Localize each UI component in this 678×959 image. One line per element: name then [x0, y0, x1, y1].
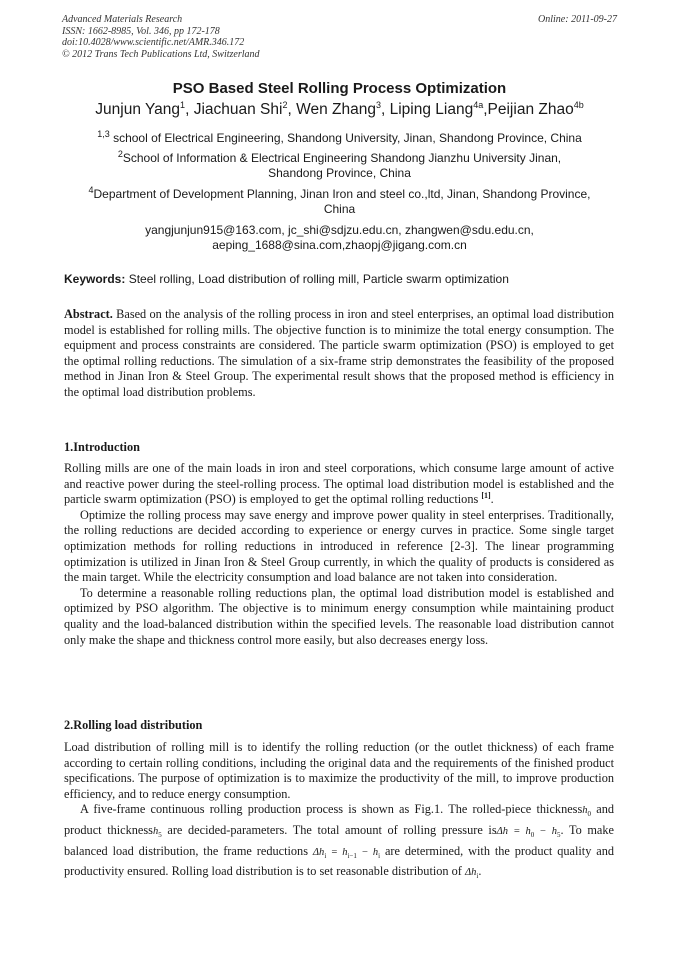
rolling-load-body — [64, 740, 614, 885]
citation[interactable]: [1] — [481, 491, 491, 501]
author-list: Junjun Yang$^1$, Jiachuan Shi$^2$, Wen Zhang$^3$, Liping Liang$^{4a}$,Peijian Zhao$^{4b}$ — [95, 99, 584, 118]
paragraph: Optimize the rolling process may save energy and improve power quality in steel enterprises. Traditionally, the rolling reductions are decided according to experience or energy curves in practice. Some single target optimization methods for rolling reductions in introduced in reference [2-3]. The linear programming optimization is utilized in Jinan Iron & Steel Group currently, in which the quality of products is considered as the main target. While the electricity consumption and load balance are not taken into consideration. — [64, 507, 614, 585]
abstract — [64, 307, 614, 401]
keywords-text: Steel rolling, Load distribution of rolling mill, Particle swarm optimization — [128, 272, 509, 286]
paragraph: Load distribution of rolling mill is to identify the rolling reduction (or the outlet thickness) of each frame according to certain rolling conditions, including the original data and the requirements of the finished product specifications. The purpose of optimization is to maximize the productivity of the mill, to improve production efficiency, and to reduce energy consumption. — [64, 740, 614, 801]
section-heading-introduction: 1.Introduction — [64, 440, 140, 454]
affiliation-1: $^{1,3}$ school of Electrical Engineering, Shandong University, Jinan, Shandong Province, China — [97, 129, 582, 145]
introduction-body — [64, 461, 614, 648]
paragraph: To determine a reasonable rolling reductions plan, the optimal load distribution model is established and optimized by PSO algorithm. The objective is to minimum energy consumption while maintaining product quality and the load-balanced distribution within the specified levels. The reasonable load distribution cannot only make the shape and thickness control more easily, but also decreases energy loss. — [64, 585, 614, 647]
journal-name: Advanced Materials Research — [62, 14, 183, 25]
section-heading-rolling-load: 2.Rolling load distribution — [64, 718, 203, 732]
author-sup: 2 — [282, 99, 288, 110]
copyright-line: © 2012 Trans Tech Publications Ltd, Switzerland — [62, 48, 260, 60]
abstract-text: Based on the analysis of the rolling process in iron and steel enterprises, an optimal load distribution model is established for rolling mills. The objective function is to minimize the total energy consumption. The equipment and process constraints are considered. The particle swarm optimization (PSO) is employed to get the optimal rolling reductions. The simulation of a six-frame strip demonstrates the feasibility of the proposed method in Jinan Iron & Steel Group. The experimental result shows that the proposed method is efficiency in the optimal load distribution problems. — [64, 307, 614, 399]
math-frame-reduction: $\Delta h_i = h_{i-1} - h_i$ — [312, 846, 381, 860]
journal-header — [62, 14, 617, 60]
math-h0: $h_0$ — [582, 805, 592, 819]
doi-line[interactable]: doi:10.4028/www.scientific.net/AMR.346.172 — [62, 37, 245, 48]
author-sup: 4a — [473, 99, 484, 110]
author-name: Liping Liang — [389, 101, 474, 118]
author-name: Peijian Zhao — [487, 101, 574, 118]
author-sup: 1 — [180, 99, 186, 110]
affiliation-2: $^2$School of Information & Electrical Engineering Shandong Jianzhu University Jinan, Shandong Province, China — [117, 149, 562, 180]
issn-line: ISSN: 1662-8985, Vol. 346, pp 172-178 — [62, 25, 220, 37]
paragraph: Rolling mills are one of the main loads in iron and steel corporations, which consume large amount of active and reactive power during the steel-rolling process. The optimal load distribution model is established and the particle swarm optimization (PSO) is employed to get the optimal rolling reductions [1]. — [64, 461, 614, 507]
abstract-label: Abstract. — [64, 307, 113, 321]
paper-title: PSO Based Steel Rolling Process Optimization — [172, 80, 507, 97]
author-sup: 4b — [573, 99, 584, 110]
paragraph: A five-frame continuous rolling production process is shown as Fig.1. The rolled-piece thicknessh$_0$ and product thicknessh$_5$ are decided-parameters. The total amount of rolling pressure $is\Delta h = h_0 - h_5$. To make balanced load distribution, the frame reductions $\Delta h_i = h_{i-1} - h_i$ are determined, with the product quality and productivity ensured. Rolling load distribution is to set reasonable distribution of $\Delta h_i$. — [64, 802, 615, 881]
math-delta-hi: $\Delta h_i$ — [464, 867, 479, 881]
author-name: Junjun Yang — [95, 101, 181, 118]
keywords-label: Keywords: — [64, 272, 126, 286]
affiliation-3: $^4$Department of Development Planning, Jinan Iron and steel co.,ltd, Jinan, Shandong Province, China — [88, 185, 591, 216]
author-name: Jiachuan Shi — [193, 101, 283, 118]
keywords — [64, 272, 619, 286]
author-name: Wen Zhang — [296, 101, 376, 118]
math-h5: $h_5$ — [152, 826, 162, 840]
author-sup: 3 — [375, 99, 381, 110]
online-date: Online: 2011-09-27 — [538, 14, 617, 25]
math-total-reduction: $\Delta h = h_0 - h_5$ — [496, 826, 561, 840]
author-emails: yangjunjun915@163.com, jc_shi@sdjzu.edu.cn, zhangwen@sdu.edu.cn, aeping_1688@sina.com,zhaopj@jigang.com.cn — [145, 223, 534, 252]
